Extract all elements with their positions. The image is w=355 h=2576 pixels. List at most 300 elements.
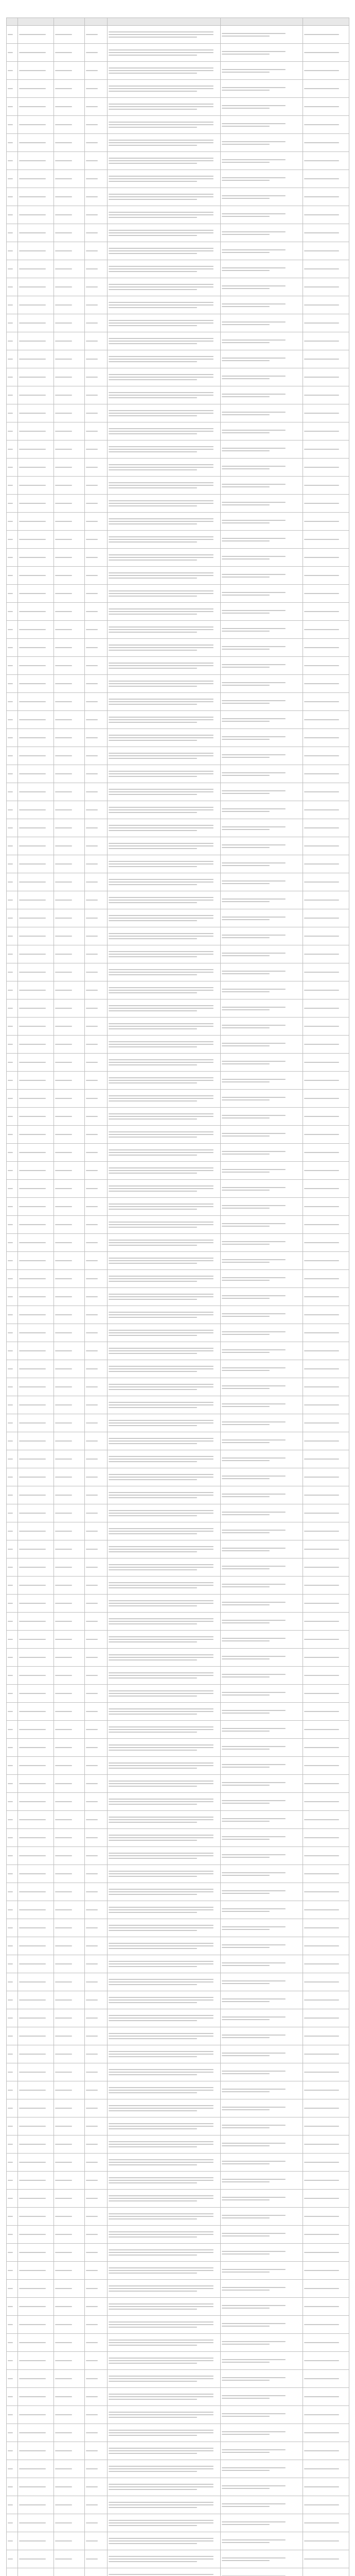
table-row [7, 404, 349, 422]
table-cell [7, 1252, 18, 1270]
table-cell [303, 2190, 349, 2208]
table-cell [221, 2424, 303, 2442]
text-placeholder [304, 1404, 339, 1405]
text-placeholder [55, 1585, 72, 1586]
text-placeholder [109, 1260, 214, 1261]
text-placeholder [86, 214, 98, 215]
table-cell [54, 1667, 85, 1685]
table-row [7, 98, 349, 116]
text-placeholder [222, 1818, 286, 1819]
text-placeholder [109, 1551, 197, 1552]
text-placeholder [19, 755, 46, 756]
text-placeholder [86, 521, 98, 522]
text-placeholder [304, 900, 339, 901]
table-cell [85, 2280, 108, 2298]
table-cell [85, 765, 108, 783]
text-placeholder [19, 1549, 46, 1550]
text-placeholder [109, 485, 214, 486]
text-placeholder [109, 608, 214, 609]
table-header-row [7, 18, 349, 26]
text-placeholder [222, 2215, 286, 2216]
text-placeholder [109, 1693, 214, 1694]
text-placeholder [109, 647, 214, 648]
table-row [7, 801, 349, 819]
text-placeholder [8, 106, 13, 107]
text-placeholder [109, 830, 197, 831]
text-placeholder [109, 1513, 214, 1514]
table-cell [54, 945, 85, 963]
text-placeholder [109, 1384, 214, 1385]
table-cell [85, 1378, 108, 1396]
text-placeholder [19, 1711, 46, 1712]
text-placeholder [109, 2484, 214, 2485]
text-placeholder [55, 214, 72, 215]
text-placeholder [222, 72, 270, 73]
text-placeholder [109, 55, 197, 56]
table-cell [7, 116, 18, 134]
table-cell [85, 2478, 108, 2496]
table-row [7, 567, 349, 585]
text-placeholder [109, 701, 214, 702]
text-placeholder [55, 304, 72, 306]
text-placeholder [222, 2251, 286, 2252]
text-placeholder [222, 757, 270, 758]
table-cell [108, 1721, 221, 1739]
table-cell [303, 1522, 349, 1540]
table-cell [18, 62, 54, 80]
text-placeholder [55, 2486, 72, 2487]
table-row [7, 495, 349, 513]
text-placeholder [86, 2054, 98, 2055]
table-cell [221, 1649, 303, 1667]
text-placeholder [304, 304, 339, 306]
text-placeholder [109, 2303, 214, 2304]
text-placeholder [222, 1352, 270, 1353]
text-placeholder [222, 1532, 270, 1533]
text-placeholder [304, 863, 339, 865]
text-placeholder [19, 2396, 46, 2397]
table-cell [221, 981, 303, 999]
text-placeholder [109, 2020, 197, 2021]
text-placeholder [304, 1621, 339, 1622]
text-placeholder [109, 415, 197, 416]
text-placeholder [222, 522, 270, 523]
table-cell [85, 1847, 108, 1865]
text-placeholder [109, 377, 214, 378]
text-placeholder [304, 2432, 339, 2433]
table-row [7, 477, 349, 495]
table-row [7, 2045, 349, 2063]
table-cell [54, 999, 85, 1018]
table-cell [108, 2262, 221, 2280]
text-placeholder [8, 773, 13, 774]
text-placeholder [222, 1944, 286, 1945]
text-placeholder [109, 176, 214, 177]
table-cell [18, 1450, 54, 1468]
text-placeholder [222, 610, 286, 611]
text-placeholder [222, 198, 270, 199]
table-cell [7, 2172, 18, 2190]
text-placeholder [222, 1442, 270, 1443]
text-placeholder [109, 2507, 197, 2508]
table-cell [54, 260, 85, 278]
text-placeholder [109, 34, 214, 35]
text-placeholder [55, 1098, 72, 1099]
table-cell [7, 1054, 18, 1072]
text-placeholder [222, 2359, 286, 2360]
text-placeholder [109, 954, 214, 955]
text-placeholder [86, 1098, 98, 1099]
table-cell [108, 1847, 221, 1865]
table-cell [54, 1486, 85, 1504]
text-placeholder [8, 1332, 13, 1333]
table-row [7, 26, 349, 44]
text-placeholder [304, 2036, 339, 2037]
table-cell [221, 62, 303, 80]
text-placeholder [86, 701, 98, 702]
text-placeholder [109, 879, 214, 880]
text-placeholder [304, 2234, 339, 2235]
text-placeholder [86, 503, 98, 504]
text-placeholder [222, 1640, 270, 1641]
table-cell [221, 747, 303, 765]
table-cell [7, 1432, 18, 1450]
text-placeholder [19, 214, 46, 215]
table-cell [221, 1378, 303, 1396]
table-cell [221, 1721, 303, 1739]
text-placeholder [304, 954, 339, 955]
table-cell [7, 819, 18, 837]
table-cell [7, 1829, 18, 1847]
text-placeholder [55, 1837, 72, 1838]
table-cell [221, 2172, 303, 2190]
table-cell [18, 1342, 54, 1360]
text-placeholder [109, 990, 214, 991]
text-placeholder [222, 1172, 270, 1173]
table-cell [7, 332, 18, 350]
table-cell [85, 729, 108, 747]
table-cell [303, 2514, 349, 2532]
table-cell [85, 1468, 108, 1486]
table-cell [54, 350, 85, 368]
table-cell [18, 1577, 54, 1595]
text-placeholder [109, 1008, 214, 1009]
text-placeholder [109, 230, 214, 231]
text-placeholder [8, 918, 13, 919]
table-cell [85, 1486, 108, 1504]
text-placeholder [109, 1152, 214, 1153]
text-placeholder [109, 163, 197, 164]
table-cell [303, 170, 349, 188]
text-placeholder [109, 2309, 197, 2310]
text-placeholder [86, 268, 98, 269]
table-cell [7, 873, 18, 891]
table-cell [303, 981, 349, 999]
text-placeholder [86, 593, 98, 594]
table-row [7, 1126, 349, 1144]
table-cell [303, 1504, 349, 1522]
table-cell [108, 657, 221, 675]
table-row [7, 1324, 349, 1342]
text-placeholder [109, 753, 214, 754]
table-cell [18, 440, 54, 459]
text-placeholder [222, 2179, 286, 2180]
table-cell [18, 2352, 54, 2370]
table-cell [7, 2099, 18, 2117]
text-placeholder [109, 1227, 197, 1228]
table-row [7, 386, 349, 404]
table-cell [54, 531, 85, 549]
text-placeholder [109, 1258, 214, 1259]
table-cell [7, 1631, 18, 1649]
table-cell [221, 332, 303, 350]
table-cell [7, 98, 18, 116]
table-cell [221, 1486, 303, 1504]
table-cell [18, 26, 54, 44]
table-row [7, 891, 349, 909]
table-cell [7, 621, 18, 639]
text-placeholder [109, 469, 197, 470]
text-placeholder [109, 541, 197, 543]
table-cell [303, 1577, 349, 1595]
text-placeholder [19, 178, 46, 179]
text-placeholder [109, 1925, 214, 1926]
text-placeholder [19, 2234, 46, 2235]
text-placeholder [109, 951, 214, 952]
text-placeholder [19, 1855, 46, 1856]
text-placeholder [304, 341, 339, 342]
table-cell [18, 1324, 54, 1342]
text-placeholder [109, 289, 197, 290]
text-placeholder [8, 323, 13, 324]
text-placeholder [222, 1262, 270, 1263]
table-row [7, 1829, 349, 1847]
text-placeholder [304, 2270, 339, 2271]
table-cell [18, 1739, 54, 1757]
text-placeholder [19, 2486, 46, 2487]
table-cell [18, 999, 54, 1018]
text-placeholder [86, 142, 98, 143]
table-cell [108, 1757, 221, 1775]
table-cell [108, 1919, 221, 1937]
table-cell [18, 2045, 54, 2063]
text-placeholder [304, 665, 339, 666]
text-placeholder [109, 1750, 197, 1751]
table-cell [108, 242, 221, 260]
table-cell [85, 495, 108, 513]
table-cell [108, 1036, 221, 1054]
text-placeholder [222, 2326, 270, 2327]
table-cell [221, 1504, 303, 1522]
text-placeholder [109, 1332, 214, 1333]
table-cell [108, 1108, 221, 1126]
text-placeholder [109, 1930, 197, 1931]
text-placeholder [109, 1943, 214, 1944]
table-cell [221, 2388, 303, 2406]
text-placeholder [55, 2072, 72, 2073]
table-cell [7, 513, 18, 531]
text-placeholder [86, 250, 98, 251]
table-cell [7, 675, 18, 693]
text-placeholder [55, 1783, 72, 1784]
table-cell [303, 2406, 349, 2424]
text-placeholder [109, 663, 214, 664]
table-cell [221, 2298, 303, 2316]
text-placeholder [19, 2144, 46, 2145]
text-placeholder [86, 1747, 98, 1748]
text-placeholder [109, 428, 214, 429]
text-placeholder [55, 918, 72, 919]
table-cell [303, 765, 349, 783]
table-cell [221, 278, 303, 296]
text-placeholder [86, 1422, 98, 1423]
table-row [7, 1270, 349, 1288]
text-placeholder [222, 1081, 270, 1082]
text-placeholder [86, 1585, 98, 1586]
table-cell [108, 1396, 221, 1414]
text-placeholder [304, 377, 339, 378]
table-cell [303, 855, 349, 873]
text-placeholder [109, 1726, 214, 1727]
table-row [7, 747, 349, 765]
text-placeholder [109, 1966, 197, 1967]
text-placeholder [8, 2288, 13, 2289]
text-placeholder [86, 1386, 98, 1387]
text-placeholder [304, 629, 339, 630]
text-placeholder [19, 2054, 46, 2055]
text-placeholder [55, 1134, 72, 1135]
table-cell [18, 477, 54, 495]
text-placeholder [55, 1260, 72, 1261]
text-placeholder [109, 539, 214, 540]
table-cell [221, 2081, 303, 2099]
table-cell [18, 1288, 54, 1306]
table-cell [85, 2406, 108, 2424]
table-cell [85, 1829, 108, 1847]
text-placeholder [222, 721, 270, 722]
table-cell [7, 459, 18, 477]
text-placeholder [8, 1693, 13, 1694]
text-placeholder [222, 1658, 270, 1659]
text-placeholder [86, 557, 98, 558]
text-placeholder [222, 1926, 286, 1927]
text-placeholder [109, 2270, 214, 2271]
table-cell [108, 1252, 221, 1270]
text-placeholder [8, 665, 13, 666]
text-placeholder [109, 825, 214, 826]
table-cell [303, 459, 349, 477]
table-cell [54, 1577, 85, 1595]
text-placeholder [109, 1855, 214, 1856]
text-placeholder [222, 1406, 270, 1407]
text-placeholder [304, 1062, 339, 1063]
text-placeholder [8, 900, 13, 901]
text-placeholder [109, 1600, 214, 1601]
table-cell [221, 1198, 303, 1216]
table-cell [85, 1072, 108, 1090]
text-placeholder [222, 213, 286, 214]
table-cell [18, 314, 54, 332]
text-placeholder [109, 1294, 214, 1295]
text-placeholder [222, 1584, 286, 1585]
text-placeholder [8, 196, 13, 197]
table-cell [18, 531, 54, 549]
table-cell [221, 2532, 303, 2550]
text-placeholder [86, 1170, 98, 1171]
table-cell [7, 1126, 18, 1144]
text-placeholder [8, 557, 13, 558]
table-cell [303, 2244, 349, 2262]
text-placeholder [222, 574, 286, 575]
table-row [7, 783, 349, 801]
text-placeholder [86, 539, 98, 540]
table-cell [18, 1901, 54, 1919]
text-placeholder [86, 341, 98, 342]
table-cell [108, 1342, 221, 1360]
table-cell [18, 44, 54, 62]
text-placeholder [109, 379, 197, 380]
text-placeholder [55, 1386, 72, 1387]
table-cell [18, 963, 54, 981]
text-placeholder [109, 1353, 197, 1354]
table-cell [303, 2496, 349, 2514]
text-placeholder [222, 1602, 286, 1603]
table-cell [85, 873, 108, 891]
table-cell [221, 819, 303, 837]
table-cell [85, 963, 108, 981]
table-row [7, 1234, 349, 1252]
table-cell [108, 62, 221, 80]
table-row [7, 2406, 349, 2424]
text-placeholder [222, 1767, 270, 1768]
text-placeholder [55, 2468, 72, 2469]
text-placeholder [109, 1041, 214, 1042]
text-placeholder [304, 2126, 339, 2127]
table-cell [303, 1829, 349, 1847]
table-cell [18, 1793, 54, 1811]
text-placeholder [109, 2180, 214, 2181]
text-placeholder [304, 539, 339, 540]
table-cell [303, 495, 349, 513]
text-placeholder [86, 1404, 98, 1405]
table-cell [221, 603, 303, 621]
table-cell [18, 2298, 54, 2316]
text-placeholder [19, 1224, 46, 1225]
text-placeholder [19, 2270, 46, 2271]
table-row [7, 1991, 349, 2009]
table-row [7, 1595, 349, 1613]
table-cell [108, 2514, 221, 2532]
text-placeholder [222, 1656, 286, 1657]
text-placeholder [19, 882, 46, 883]
table-cell [108, 1144, 221, 1162]
text-placeholder [109, 717, 214, 718]
text-placeholder [222, 468, 270, 469]
table-cell [303, 2280, 349, 2298]
text-placeholder [109, 843, 214, 844]
text-placeholder [109, 1675, 214, 1676]
text-placeholder [19, 2216, 46, 2217]
table-row [7, 1685, 349, 1703]
table-cell [54, 2568, 85, 2576]
table-cell [221, 1901, 303, 1919]
text-placeholder [8, 1765, 13, 1766]
table-cell [54, 386, 85, 404]
table-cell [221, 1558, 303, 1577]
text-placeholder [19, 2342, 46, 2343]
text-placeholder [55, 1062, 72, 1063]
text-placeholder [8, 124, 13, 125]
